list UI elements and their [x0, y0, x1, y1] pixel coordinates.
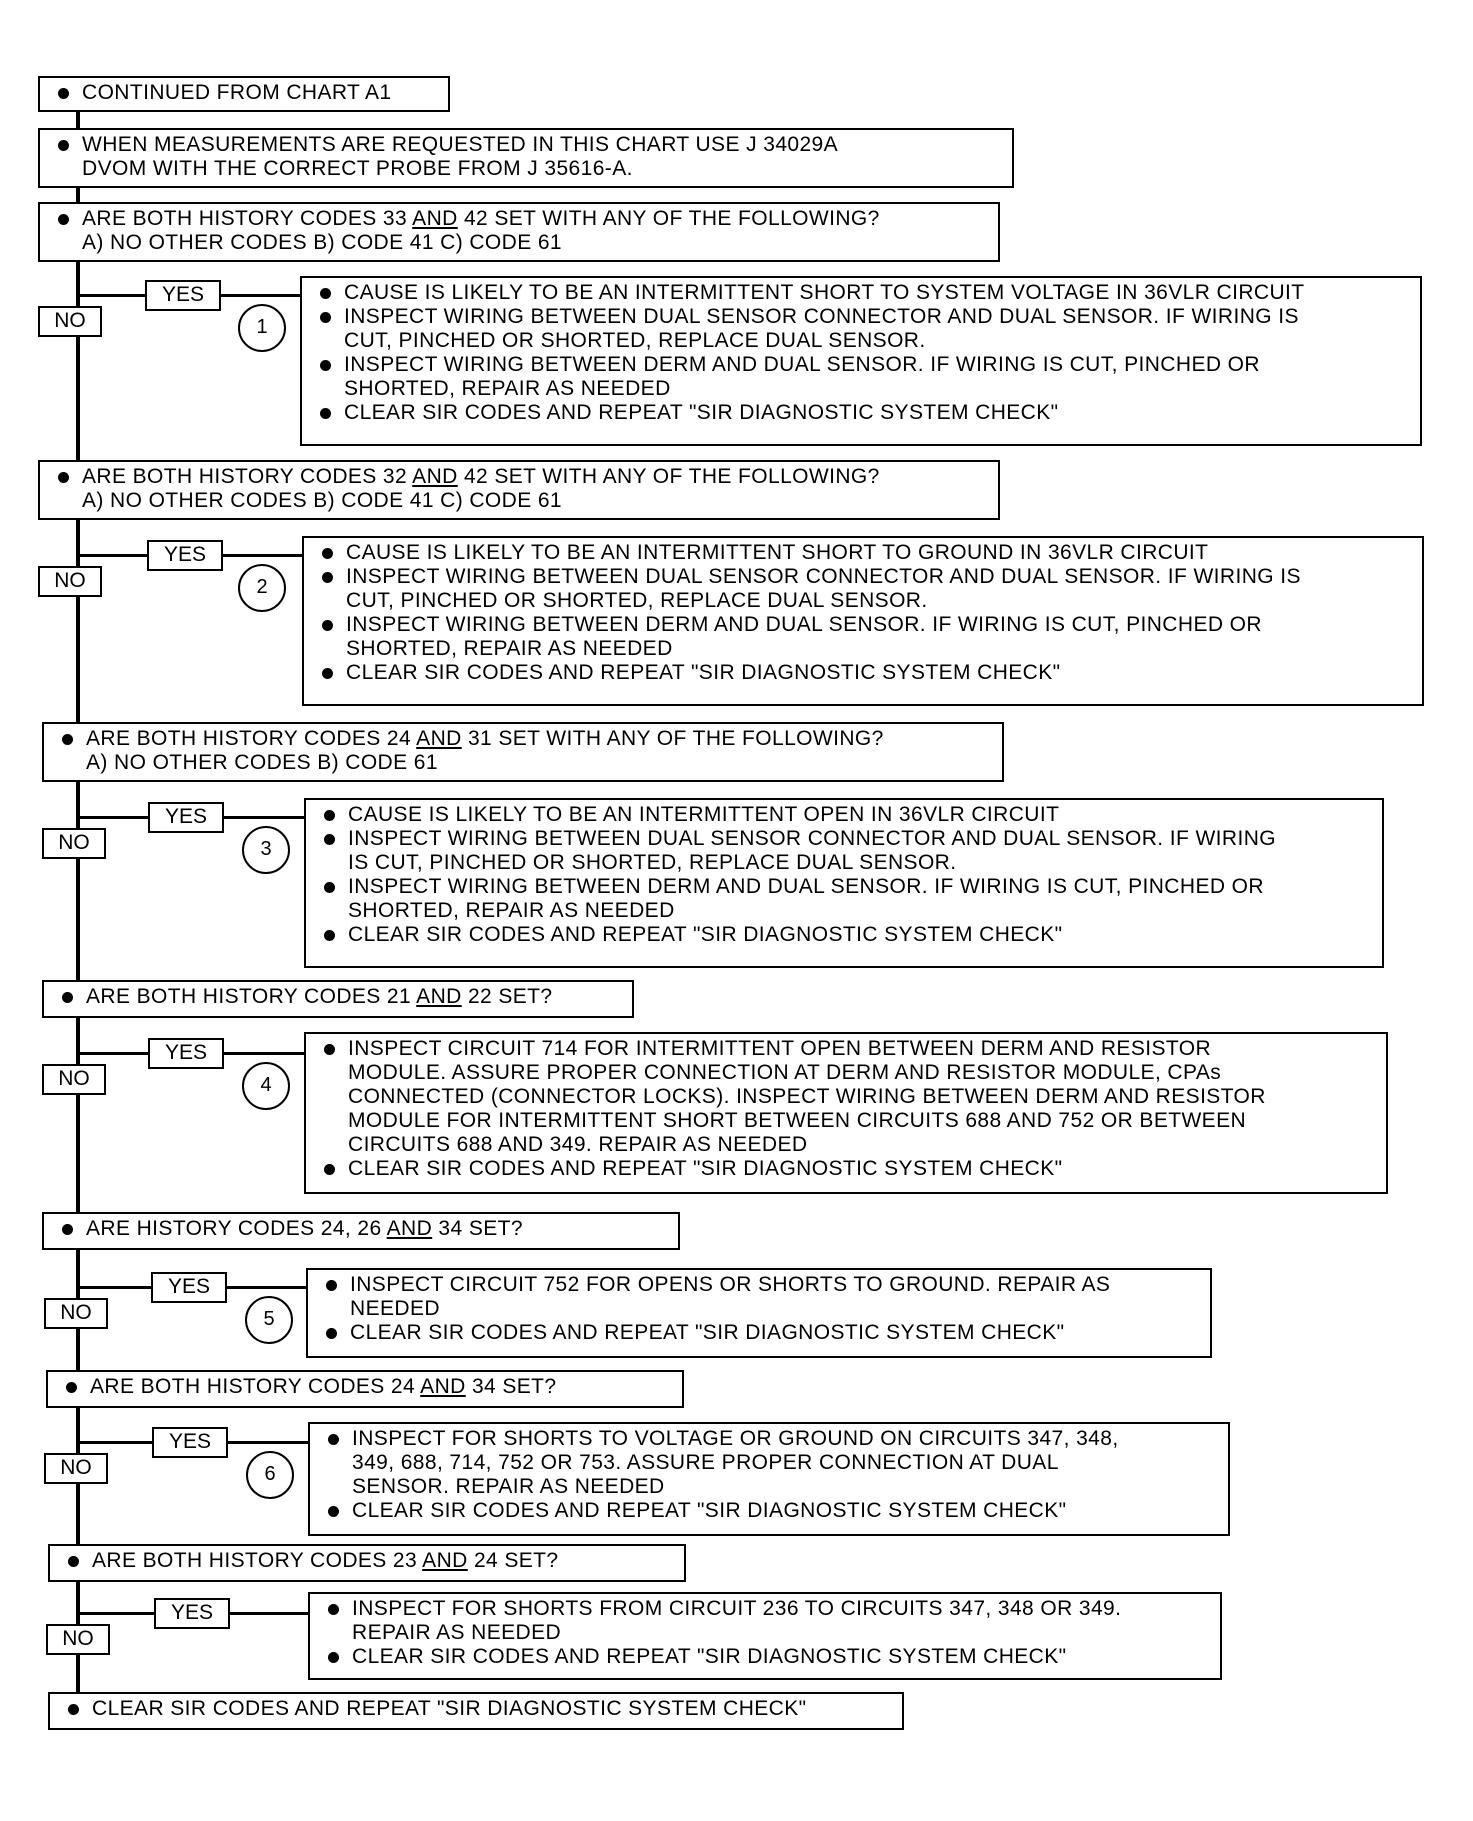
- action-3-bullet-3: INSPECT WIRING BETWEEN DERM AND DUAL SENSOR. IF WIRING IS CUT, PINCHED OR: [320, 875, 1374, 899]
- question-box-3: [42, 722, 1004, 782]
- action-box-7: [308, 1592, 1222, 1680]
- action-7-bullet-1: INSPECT FOR SHORTS FROM CIRCUIT 236 TO CIRCUITS 347, 348 OR 349.: [324, 1597, 1212, 1621]
- action-7-bullet-2: CLEAR SIR CODES AND REPEAT "SIR DIAGNOSTIC SYSTEM CHECK": [324, 1645, 1212, 1669]
- no-label-7: NO: [46, 1624, 110, 1655]
- action-box-6: [308, 1422, 1230, 1536]
- yes-label-7: YES: [154, 1598, 230, 1629]
- action-2-bullet-3-cont: SHORTED, REPAIR AS NEEDED: [346, 637, 673, 660]
- action-5-bullet-2: CLEAR SIR CODES AND REPEAT "SIR DIAGNOSTIC SYSTEM CHECK": [322, 1321, 1202, 1345]
- no-label-2: NO: [38, 566, 102, 597]
- end-box: [48, 1692, 904, 1730]
- action-1-bullet-3-cont: SHORTED, REPAIR AS NEEDED: [344, 377, 671, 400]
- action-4-line-3: CONNECTED (CONNECTOR LOCKS). INSPECT WIRING BETWEEN DERM AND RESISTOR: [348, 1085, 1266, 1108]
- action-6-bullet-1: INSPECT FOR SHORTS TO VOLTAGE OR GROUND ON CIRCUITS 347, 348,: [324, 1427, 1220, 1451]
- action-4-line-5: CIRCUITS 688 AND 349. REPAIR AS NEEDED: [348, 1133, 808, 1156]
- action-2-bullet-4: CLEAR SIR CODES AND REPEAT "SIR DIAGNOSTIC SYSTEM CHECK": [318, 661, 1414, 685]
- action-2-bullet-3: INSPECT WIRING BETWEEN DERM AND DUAL SENSOR. IF WIRING IS CUT, PINCHED OR: [318, 613, 1414, 637]
- question-2-text: ARE BOTH HISTORY CODES 32 AND 42 SET WITH ANY OF THE FOLLOWING?: [54, 465, 990, 489]
- question-5-text: ARE HISTORY CODES 24, 26 AND 34 SET?: [58, 1217, 670, 1241]
- step-number-2: 2: [238, 564, 286, 612]
- action-1-bullet-3: INSPECT WIRING BETWEEN DERM AND DUAL SENSOR. IF WIRING IS CUT, PINCHED OR: [316, 353, 1412, 377]
- yes-label-2: YES: [147, 540, 223, 571]
- action-2-bullet-2-cont: CUT, PINCHED OR SHORTED, REPLACE DUAL SENSOR.: [346, 589, 928, 612]
- question-1-options: A) NO OTHER CODES B) CODE 41 C) CODE 61: [82, 231, 563, 254]
- note-box: [38, 128, 1014, 188]
- start-text: CONTINUED FROM CHART A1: [54, 81, 440, 105]
- action-1-bullet-1: CAUSE IS LIKELY TO BE AN INTERMITTENT SHORT TO SYSTEM VOLTAGE IN 36VLR CIRCUIT: [316, 281, 1412, 305]
- step-number-1: 1: [238, 304, 286, 352]
- action-4-line-4: MODULE FOR INTERMITTENT SHORT BETWEEN CIRCUITS 688 AND 752 OR BETWEEN: [348, 1109, 1247, 1132]
- action-2-bullet-2: INSPECT WIRING BETWEEN DUAL SENSOR CONNECTOR AND DUAL SENSOR. IF WIRING IS: [318, 565, 1414, 589]
- action-4-bullet-2: CLEAR SIR CODES AND REPEAT "SIR DIAGNOSTIC SYSTEM CHECK": [320, 1157, 1378, 1181]
- question-box-1: [38, 202, 1000, 262]
- yes-label-3: YES: [148, 802, 224, 833]
- question-box-4: [42, 980, 634, 1018]
- action-3-bullet-4: CLEAR SIR CODES AND REPEAT "SIR DIAGNOSTIC SYSTEM CHECK": [320, 923, 1374, 947]
- question-4-text: ARE BOTH HISTORY CODES 21 AND 22 SET?: [58, 985, 624, 1009]
- action-1-bullet-4: CLEAR SIR CODES AND REPEAT "SIR DIAGNOSTIC SYSTEM CHECK": [316, 401, 1412, 425]
- no-label-3: NO: [42, 828, 106, 859]
- step-number-3: 3: [242, 826, 290, 874]
- yes-label-1: YES: [145, 280, 221, 311]
- start-box: [38, 76, 450, 112]
- no-label-4: NO: [42, 1064, 106, 1095]
- question-3-options: A) NO OTHER CODES B) CODE 61: [86, 751, 438, 774]
- note-line-2: DVOM WITH THE CORRECT PROBE FROM J 35616-A.: [82, 157, 633, 180]
- action-4-line-2: MODULE. ASSURE PROPER CONNECTION AT DERM AND RESISTOR MODULE, CPAs: [348, 1061, 1222, 1084]
- step-number-4: 4: [242, 1062, 290, 1110]
- question-box-2: [38, 460, 1000, 520]
- action-2-bullet-1: CAUSE IS LIKELY TO BE AN INTERMITTENT SHORT TO GROUND IN 36VLR CIRCUIT: [318, 541, 1414, 565]
- yes-label-6: YES: [152, 1427, 228, 1458]
- end-text: CLEAR SIR CODES AND REPEAT "SIR DIAGNOSTIC SYSTEM CHECK": [64, 1697, 894, 1721]
- action-3-bullet-3-cont: SHORTED, REPAIR AS NEEDED: [348, 899, 675, 922]
- question-box-7: [48, 1544, 686, 1582]
- yes-label-4: YES: [148, 1038, 224, 1069]
- action-6-line-3: SENSOR. REPAIR AS NEEDED: [352, 1475, 665, 1498]
- action-5-line-2: NEEDED: [350, 1297, 440, 1320]
- action-4-bullet-1: INSPECT CIRCUIT 714 FOR INTERMITTENT OPEN BETWEEN DERM AND RESISTOR: [320, 1037, 1378, 1061]
- action-box-5: [306, 1268, 1212, 1358]
- action-box-4: [304, 1032, 1388, 1194]
- action-7-line-2: REPAIR AS NEEDED: [352, 1621, 562, 1644]
- action-box-3: [304, 798, 1384, 968]
- question-box-6: [46, 1370, 684, 1408]
- no-label-6: NO: [44, 1453, 108, 1484]
- question-2-options: A) NO OTHER CODES B) CODE 41 C) CODE 61: [82, 489, 563, 512]
- action-6-line-2: 349, 688, 714, 752 OR 753. ASSURE PROPER CONNECTION AT DUAL: [352, 1451, 1059, 1474]
- action-1-bullet-2: INSPECT WIRING BETWEEN DUAL SENSOR CONNECTOR AND DUAL SENSOR. IF WIRING IS: [316, 305, 1412, 329]
- question-1-text: ARE BOTH HISTORY CODES 33 AND 42 SET WITH ANY OF THE FOLLOWING?: [54, 207, 990, 231]
- question-3-text: ARE BOTH HISTORY CODES 24 AND 31 SET WITH ANY OF THE FOLLOWING?: [58, 727, 994, 751]
- no-label-1: NO: [38, 306, 102, 337]
- action-box-1: [300, 276, 1422, 446]
- question-6-text: ARE BOTH HISTORY CODES 24 AND 34 SET?: [62, 1375, 674, 1399]
- question-7-text: ARE BOTH HISTORY CODES 23 AND 24 SET?: [64, 1549, 676, 1573]
- step-number-6: 6: [246, 1451, 294, 1499]
- action-6-bullet-2: CLEAR SIR CODES AND REPEAT "SIR DIAGNOSTIC SYSTEM CHECK": [324, 1499, 1220, 1523]
- action-3-bullet-1: CAUSE IS LIKELY TO BE AN INTERMITTENT OPEN IN 36VLR CIRCUIT: [320, 803, 1374, 827]
- no-label-5: NO: [44, 1298, 108, 1329]
- action-3-bullet-2-cont: IS CUT, PINCHED OR SHORTED, REPLACE DUAL SENSOR.: [348, 851, 957, 874]
- yes-label-5: YES: [151, 1272, 227, 1303]
- action-3-bullet-2: INSPECT WIRING BETWEEN DUAL SENSOR CONNECTOR AND DUAL SENSOR. IF WIRING: [320, 827, 1374, 851]
- action-5-bullet-1: INSPECT CIRCUIT 752 FOR OPENS OR SHORTS TO GROUND. REPAIR AS: [322, 1273, 1202, 1297]
- question-box-5: [42, 1212, 680, 1250]
- step-number-5: 5: [245, 1296, 293, 1344]
- action-1-bullet-2-cont: CUT, PINCHED OR SHORTED, REPLACE DUAL SENSOR.: [344, 329, 926, 352]
- action-box-2: [302, 536, 1424, 706]
- note-line-1: WHEN MEASUREMENTS ARE REQUESTED IN THIS CHART USE J 34029A: [54, 133, 1004, 157]
